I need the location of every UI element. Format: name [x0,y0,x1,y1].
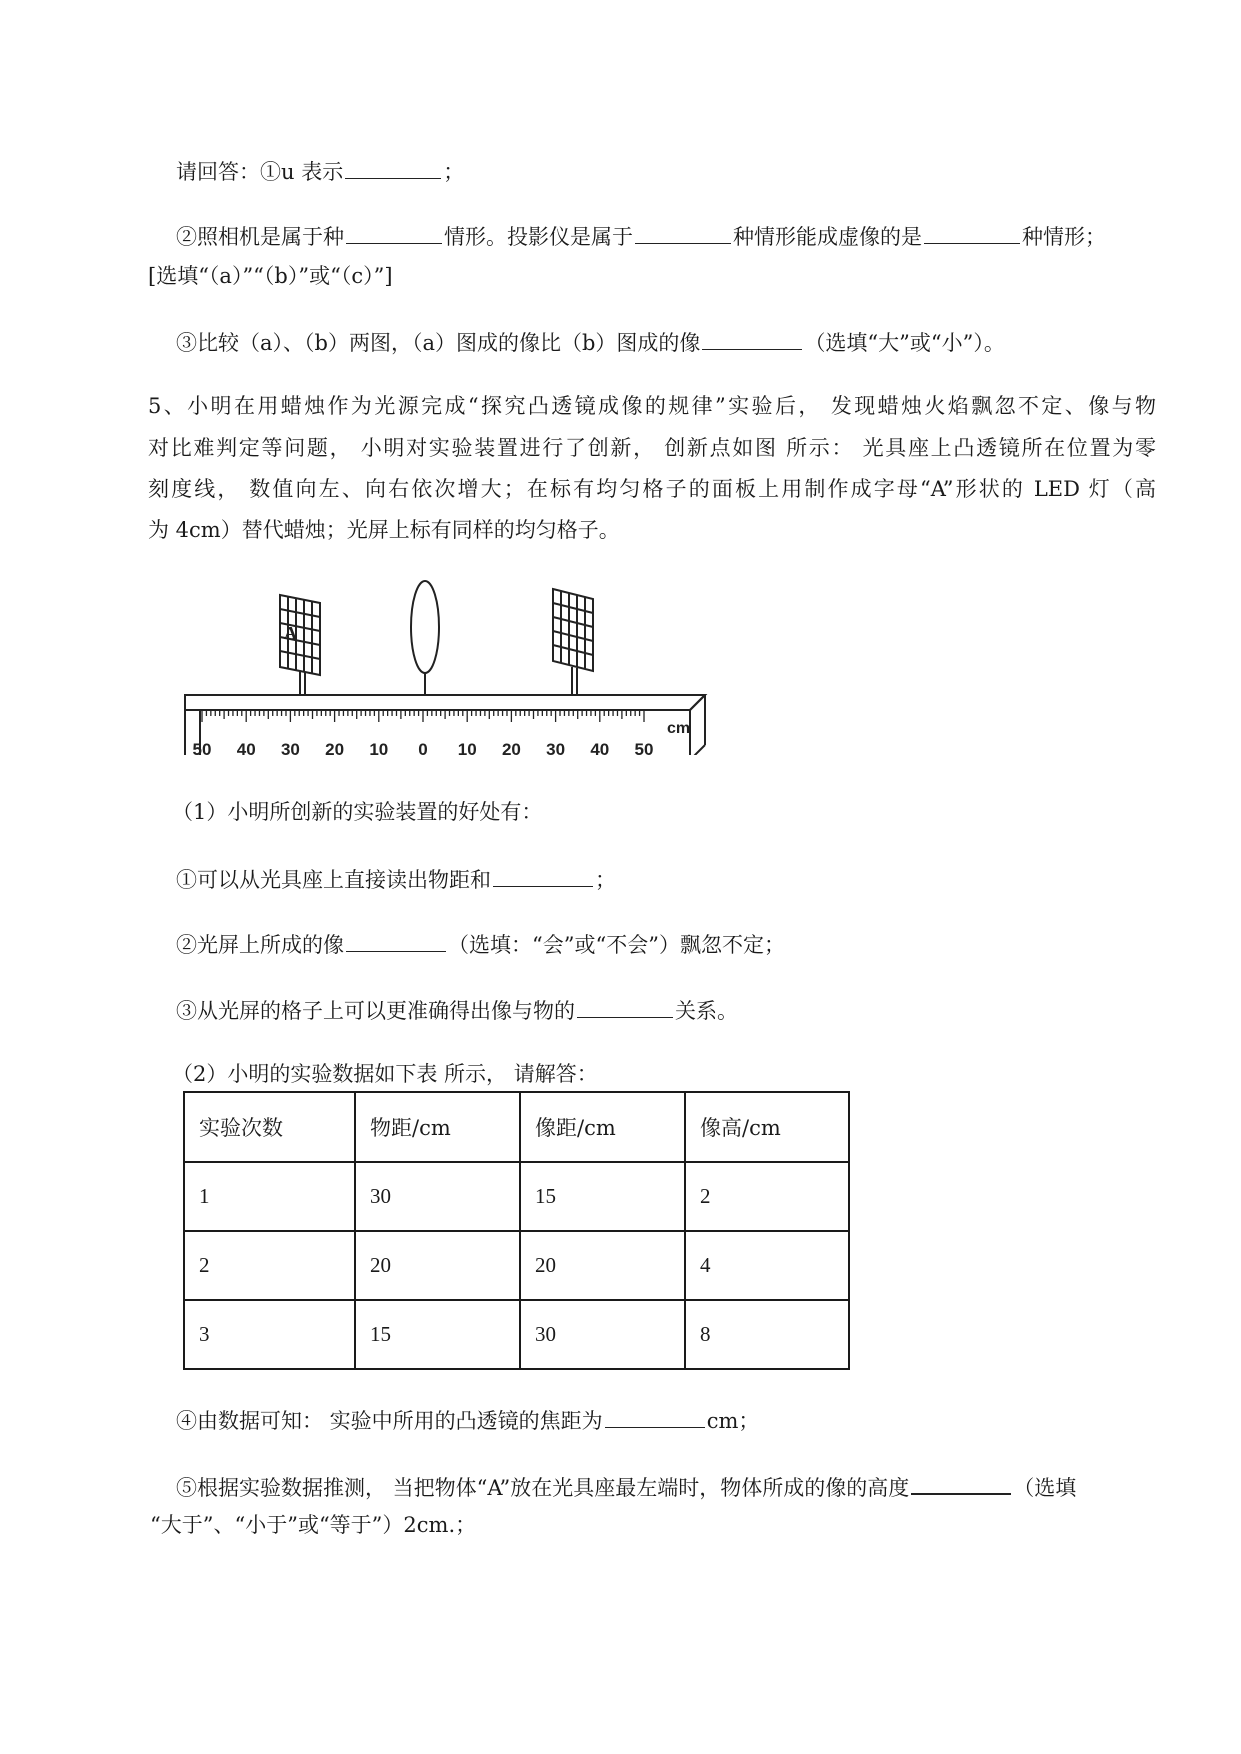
answer-blank[interactable] [924,221,1020,244]
answer-blank[interactable] [911,1471,1011,1495]
q4-text: 种情形能成虚像的是 [733,225,922,249]
q4-text: ； [443,160,465,184]
ruler-tick-label: 40 [590,740,610,755]
part2-text: （选填 [1013,1476,1077,1500]
answer-blank[interactable] [345,156,441,179]
answer-blank[interactable] [702,327,802,350]
part1-item-3 [176,995,738,1025]
part1-text: ； [595,868,616,892]
table-row [184,1162,849,1231]
q4-line-2 [176,221,1106,251]
table-cell: 30 [520,1300,685,1369]
part1-item-1 [176,864,616,894]
q5-paragraph-line-2: 对比难判定等问题， 小明对实验装置进行了创新， 创新点如图 所示： 光具座上凸透镜所在位置为零 [148,436,1156,460]
table-header-row [184,1092,849,1162]
q4-text: 请回答：①u 表示 [176,160,344,184]
ruler-tick-label: 30 [280,740,300,755]
answer-blank[interactable] [346,221,442,244]
optical-bench-figure [180,575,720,755]
question-4-focal-length [176,1405,759,1435]
part2-text: cm； [706,1409,760,1433]
table-row [184,1300,849,1369]
q5-paragraph-line-1: 5、小明在用蜡烛作为光源完成“探究凸透镜成像的规律”实验后， 发现蜡烛火焰飘忽不定、像与物 [148,394,1156,418]
ruler-tick-label: 20 [501,740,521,755]
part1-text: 关系。 [675,999,738,1023]
ruler-tick-label: 50 [192,740,212,755]
q4-text: ③比较（a）、（b）两图，（a）图成的像比（b）图成的像 [176,331,701,355]
table-cell: 1 [184,1162,355,1231]
convex-lens [411,581,439,673]
part1-item-2 [176,929,785,959]
q4-line-3: [选填“（a）”“（b）”或“（c）”] [148,264,393,288]
ruler-tick-label: 10 [457,740,477,755]
table-cell: 4 [685,1231,849,1300]
ruler-tick-label: 0 [418,740,428,755]
question-5-image-height [176,1471,1076,1502]
table-cell: 20 [355,1231,520,1300]
q5-paragraph-line-4: 为 4cm）替代蜡烛；光屏上标有同样的均匀格子。 [148,518,620,542]
q4-text: （选填“大”或“小”）。 [804,331,1005,355]
answer-blank[interactable] [635,221,731,244]
optical-bench-rail [185,695,705,755]
table-header-cell: 物距/cm [355,1092,520,1162]
answer-blank[interactable] [346,929,446,952]
ruler-tick-label: 40 [236,740,256,755]
led-letter-a: A [284,623,297,643]
table-cell: 2 [184,1231,355,1300]
q4-text: 种情形； [1022,225,1106,249]
answer-blank[interactable] [493,864,593,887]
part1-text: ①可以从光具座上直接读出物距和 [176,868,491,892]
experiment-data-table [183,1091,850,1370]
q4-line-4 [176,327,1005,357]
table-cell: 30 [355,1162,520,1231]
table-cell: 20 [520,1231,685,1300]
table-cell: 8 [685,1300,849,1369]
table-cell: 15 [355,1300,520,1369]
q4-line-1 [176,156,464,186]
part1-text: （选填：“会”或“不会”）飘忽不定； [448,933,785,957]
ruler-tick-label: 20 [325,740,345,755]
question-5-options: “大于”、“小于”或“等于”）2cm.； [150,1513,477,1537]
ruler-tick-label: 30 [546,740,566,755]
table-header-cell: 像距/cm [520,1092,685,1162]
screen-grid-panel [553,589,593,671]
answer-blank[interactable] [577,995,673,1018]
answer-blank[interactable] [605,1405,705,1428]
part2-text: ⑤根据实验数据推测， 当把物体“A”放在光具座最左端时，物体所成的像的高度 [176,1476,910,1500]
table-row [184,1231,849,1300]
q5-paragraph-line-3: 刻度线， 数值向左、向右依次增大；在标有均匀格子的面板上用制作成字母“A”形状的 LED 灯（高 [148,477,1156,501]
part1-text: ③从光屏的格子上可以更准确得出像与物的 [176,999,575,1023]
q4-text: ②照相机是属于种 [176,225,344,249]
part2-title: （2）小明的实验数据如下表 所示， 请解答： [172,1062,598,1086]
table-header-cell: 实验次数 [184,1092,355,1162]
ruler-tick-label: 50 [634,740,654,755]
q4-text: 情形。投影仪是属于 [444,225,633,249]
part1-text: ②光屏上所成的像 [176,933,344,957]
table-header-cell: 像高/cm [685,1092,849,1162]
table-cell: 2 [685,1162,849,1231]
part2-text: ④由数据可知： 实验中所用的凸透镜的焦距为 [176,1409,603,1433]
scale-unit-label: cm [667,720,691,737]
part1-title: （1）小明所创新的实验装置的好处有： [172,800,543,824]
table-cell: 3 [184,1300,355,1369]
table-cell: 15 [520,1162,685,1231]
ruler-tick-label: 10 [369,740,389,755]
